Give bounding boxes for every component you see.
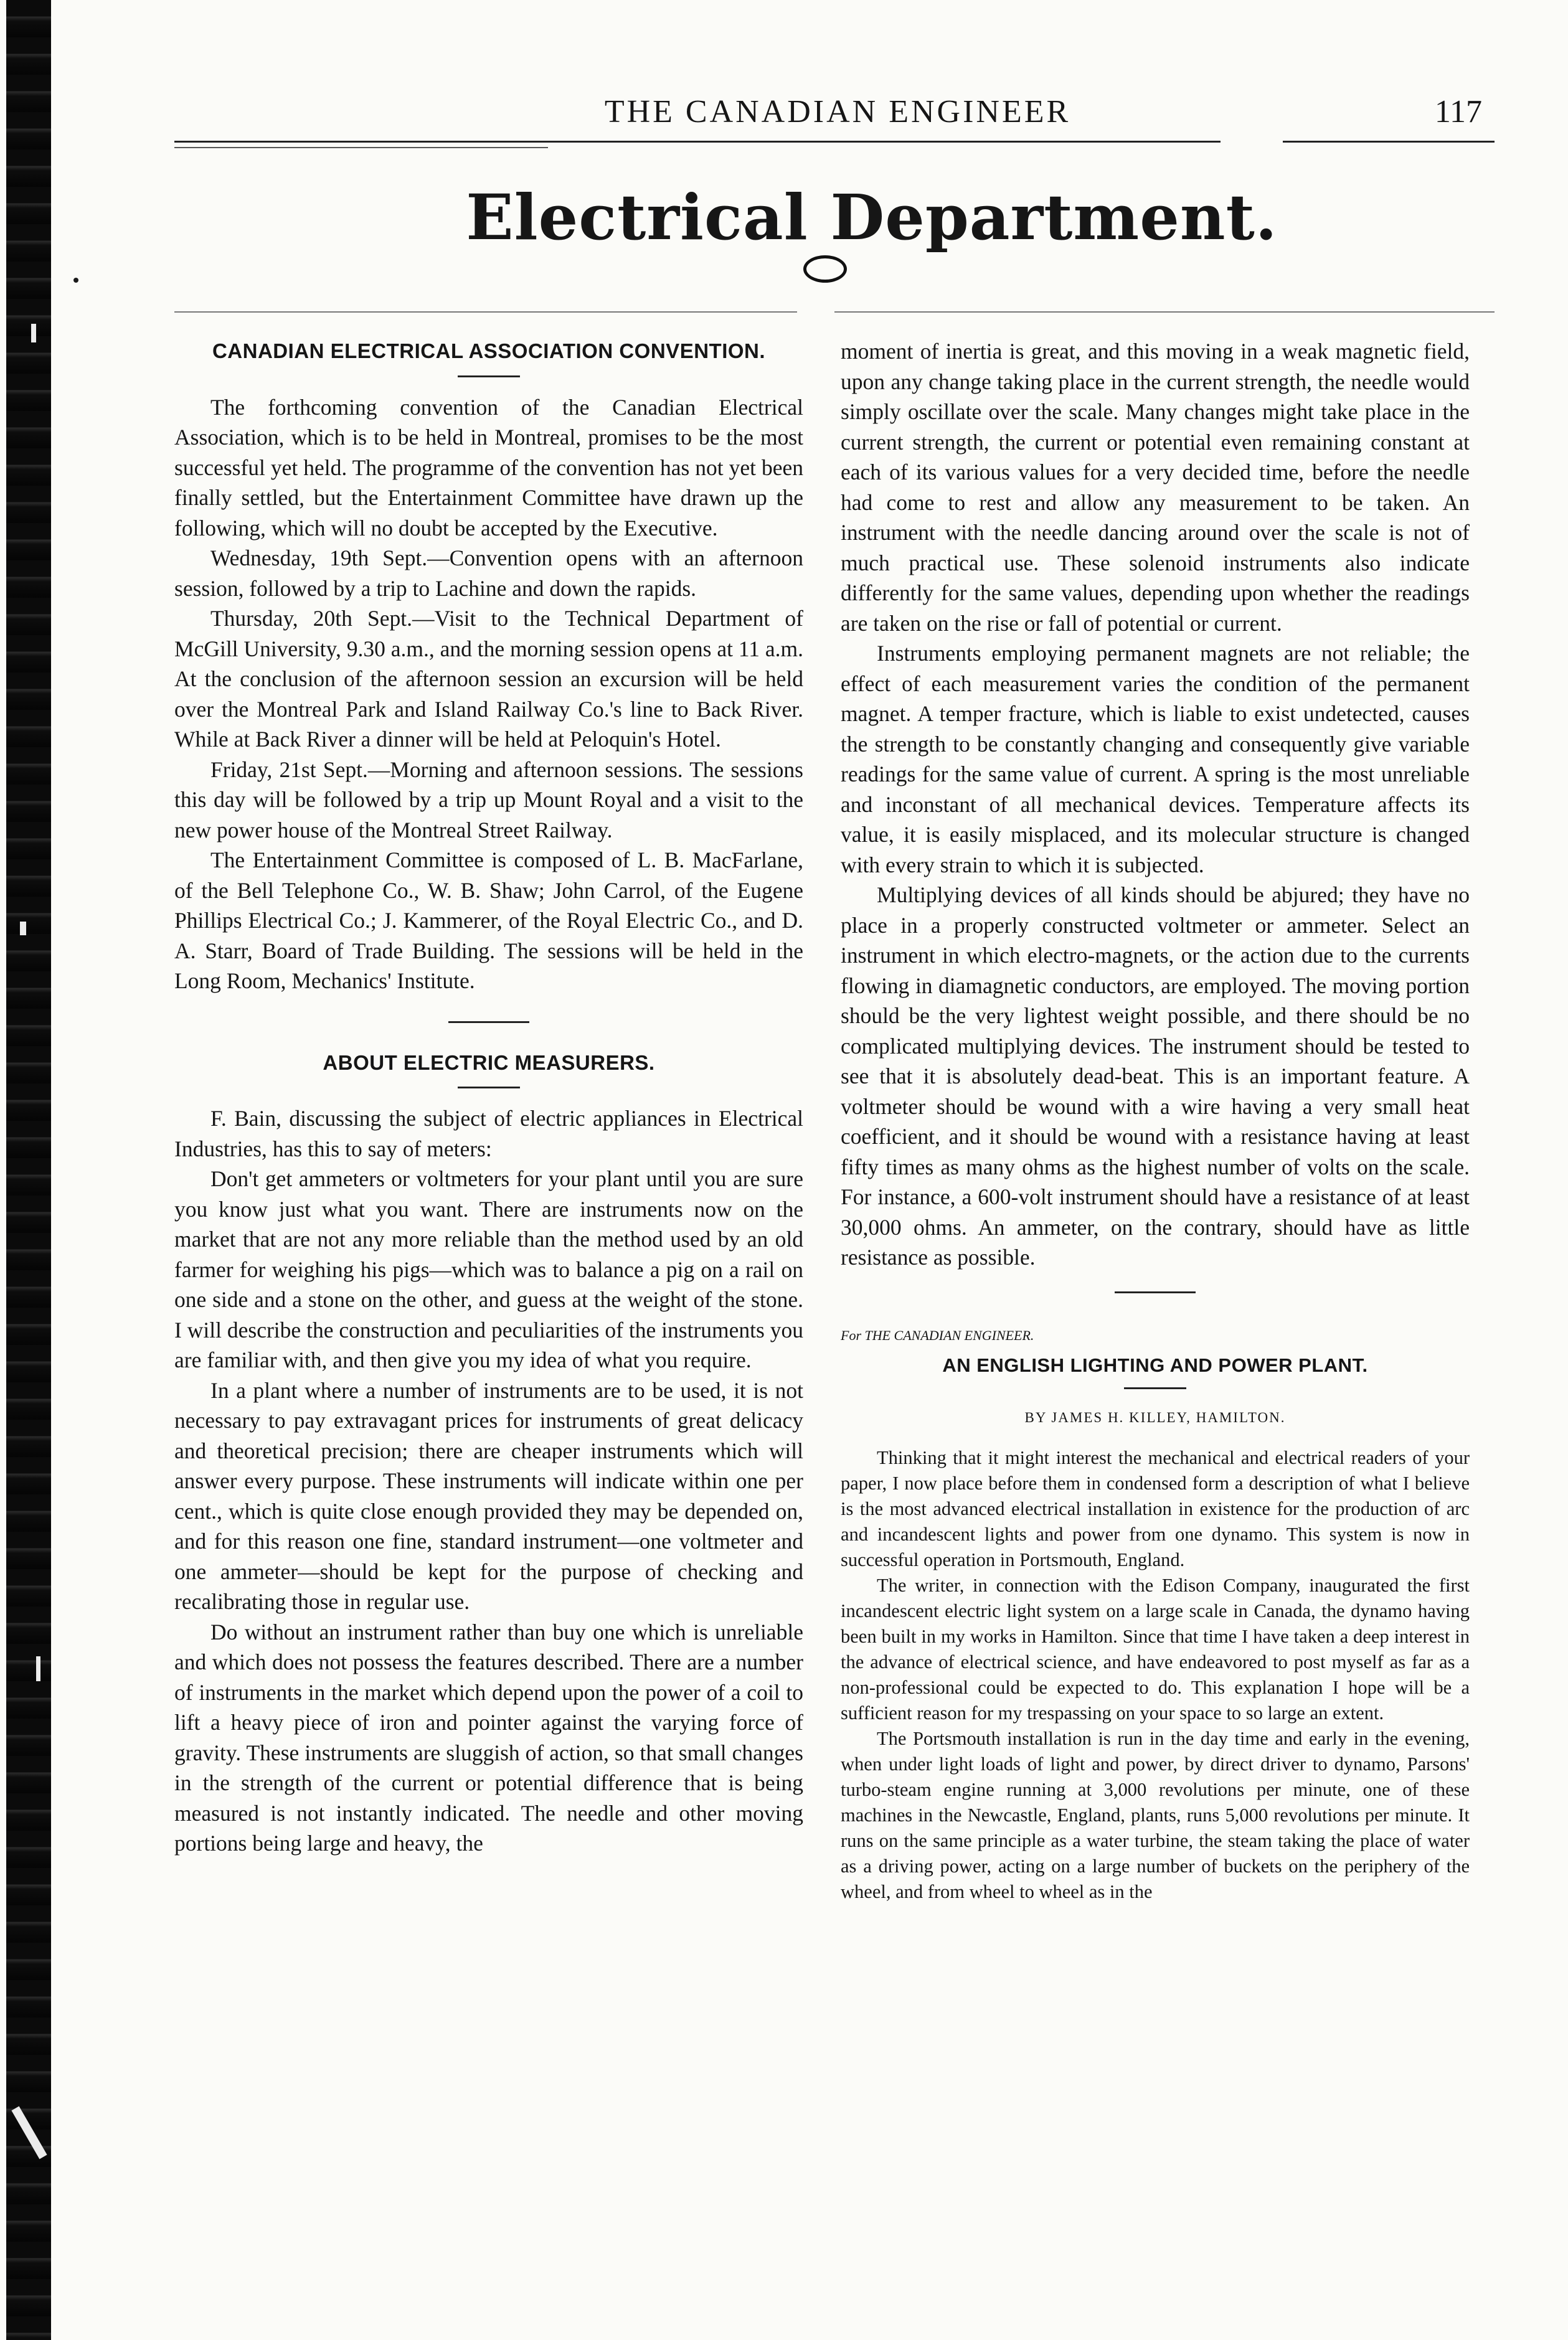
paragraph-continued: moment of inertia is great, and this moving in a weak magnetic field, upon any change taking place in the current strength, the needle would simply oscillate over the scale. Many changes might take place in the current strength, the current or potential even remaining constant at each of its various values for a very decided time, before the needle had come to rest and allow any measurement to be taken. An instrument with the needle dancing around over the scale is not of much practical use. These solenoid instruments also indicate differently for the same values, depending upon whether the readings are taken on the rise or fall of potential or current. bbox=[841, 339, 1470, 636]
paragraph: The forthcoming convention of the Canadian Electrical Association, which is to be held in Montreal, promises to be the most successful yet held. The programme of the convention has not yet been finally settled, but the Entertainment Committee have drawn up the following, which will no doubt be accepted by the Executive. bbox=[174, 394, 803, 540]
paragraph: Instruments employing permanent magnets are not reliable; the effect of each measurement varies the condition of the permanent magnet. A temper fracture, which is liable to exist undetected, causes the strength to be constantly changing and consequently give variable readings for the same value of current. A spring is the most unreliable and inconstant of all mechanical devices. Temperature affects its value, it is easily misplaced, and its molecular structure is changed with every strain to which it is subjected. bbox=[841, 641, 1470, 877]
article-separator bbox=[448, 1021, 529, 1023]
banner-ornament bbox=[803, 255, 847, 283]
page bbox=[125, 0, 1495, 2340]
for-line: For THE CANADIAN ENGINEER. bbox=[841, 1327, 1034, 1343]
column-top-rule-left bbox=[174, 311, 797, 313]
heading-rule bbox=[458, 1087, 520, 1088]
article-heading-convention: CANADIAN ELECTRICAL ASSOCIATION CONVENTION. bbox=[212, 339, 766, 362]
paragraph: Do without an instrument rather than buy one which is unreliable and which does not possess the features described. There are a number of instruments in the market which depend upon the power of a coil to lift a heavy piece of iron and pointer against the varying force of gravity. These instruments are sluggish of action, so that small changes in the strength of the current or potential difference that is being measured is not instantly indicated. The needle and other moving portions being large and heavy, the bbox=[174, 1619, 803, 1856]
header-rule-left bbox=[174, 141, 1221, 143]
heading-rule bbox=[1124, 1387, 1186, 1389]
paragraph: In a plant where a number of instruments are to be used, it is not necessary to pay extravagant prices for instruments of great delicacy and theoretical precision; there are cheaper instruments which will answer every purpose. These instruments will indicate within one per cent., which is quite close enough provided they may be depended on, and for this reason one fine, standard instrument—one voltmeter and one ammeter—should be kept for the purpose of checking and recalibrating those in regular use. bbox=[174, 1377, 803, 1614]
spine-speck bbox=[11, 2106, 47, 2159]
paragraph-intro: F. Bain, discussing the subject of electric appliances in Electrical Industries, has this to say of meters: bbox=[174, 1106, 803, 1161]
paragraph: Wednesday, 19th Sept.—Convention opens with an afternoon session, followed by a trip to Lachine and down the rapids. bbox=[174, 545, 803, 601]
header-rule-right bbox=[1283, 141, 1495, 143]
paragraph: The Portsmouth installation is run in the day time and early in the evening, when under light loads of light and power, by direct driver to dynamo, Parsons' turbo-steam engine running at 3,000 revolutions per minute, one of these machines in the Newcastle, England, plants, runs 5,000 revolutions per minute. It runs on the same principle as a water turbine, the steam taking the place of water as a driving power, acting on a large number of buckets on the periphery of the wheel, and from wheel to wheel as in the bbox=[841, 1728, 1470, 1902]
paragraph: The writer, in connection with the Edison Company, inaugurated the first incandescent electric light system on a large scale in Canada, the dynamo having been built in my works in Hamilton. Since that time I have taken a deep interest in the advance of electrical science, and have endeavored to post myself as far as a non-professional could be expected to do. This explanation I hope will be a sufficient reason for my trespassing on your space to so large an extent. bbox=[841, 1575, 1470, 1724]
header-rule-thin bbox=[174, 147, 548, 148]
binding-spine bbox=[6, 0, 51, 2340]
paragraph: Thursday, 20th Sept.—Visit to the Technical Department of McGill University, 9.30 a.m., and the morning session opens at 11 a.m. At the conclusion of the afternoon session an excursion will be held over the Montreal Park and Island Railway Co.'s line to Back River. While at Back River a dinner will be held at Peloquin's Hotel. bbox=[174, 606, 803, 752]
running-header bbox=[174, 93, 1501, 131]
right-column bbox=[841, 336, 1470, 1905]
journal-title: THE CANADIAN ENGINEER bbox=[604, 94, 1071, 130]
article-heading-lighting-plant: AN ENGLISH LIGHTING AND POWER PLANT. bbox=[942, 1354, 1368, 1376]
paragraph: The Entertainment Committee is composed of L. B. MacFarlane, of the Bell Telephone Co., W. B. Shaw; John Carrol, of the Eugene Phillips Electrical Co.; J. Kammerer, of the Royal Electric Co., and D. A. Starr, Board of Trade Building. The sessions will be held in the Long Room, Mechanics' Institute. bbox=[174, 847, 803, 993]
margin-speck bbox=[73, 278, 78, 283]
left-column bbox=[174, 336, 803, 1859]
article-body-small bbox=[841, 1445, 1470, 1905]
paragraph: Multiplying devices of all kinds should be abjured; they have no place in a properly constructed voltmeter or ammeter. Select an instrument in which electro-magnets, or the action due to the currents flowing in diamagnetic conductors, are employed. The moving portion should be the very lightest weight possible, and there should be no complicated multiplying devices. The instrument should be tested to see that it is absolutely dead-beat. This is an important feature. A voltmeter should be wound with a wire having a very small heat coefficient, and it should be wound with a resistance having at least fifty times as many ohms as the highest number of volts on the scale. For instance, a 600-volt instrument should have a resistance of at least 30,000 ohms. An ammeter, on the contrary, should have as little resistance as possible. bbox=[841, 882, 1470, 1270]
spine-speck bbox=[31, 324, 36, 342]
paragraph: Don't get ammeters or voltmeters for your plant until you are sure you know just what you want. There are instruments now on the market that are not any more reliable than the method used by an old farmer for weighing his pigs—which was to balance a pig on a rail on one side and a stone on the other, and guess at the weight of the stone. I will describe the construction and peculiarities of the instruments you are familiar with, and then give you my idea of what you require. bbox=[174, 1166, 803, 1372]
article-separator bbox=[1115, 1291, 1196, 1293]
paragraph: Friday, 21st Sept.—Morning and afternoon sessions. The sessions this day will be followed by a trip up Mount Royal and a visit to the new power house of the Montreal Street Railway. bbox=[174, 757, 803, 842]
spine-speck bbox=[36, 1656, 40, 1681]
section-banner: Electrical Department. bbox=[466, 181, 1278, 254]
column-top-rule-right bbox=[834, 311, 1495, 313]
article-heading-measurers: ABOUT ELECTRIC MEASURERS. bbox=[323, 1050, 655, 1074]
spine-speck bbox=[20, 922, 26, 935]
heading-rule bbox=[458, 375, 520, 377]
byline: BY JAMES H. KILLEY, HAMILTON. bbox=[1024, 1409, 1286, 1425]
paragraph: Thinking that it might interest the mechanical and electrical readers of your paper, I now place before them in condensed form a description of what I believe is the most advanced electrical installation in existence for the production of arc and incandescent lights and power from one dynamo. This system is now in successful operation in Portsmouth, England. bbox=[841, 1447, 1470, 1570]
page-number: 117 bbox=[1434, 94, 1482, 130]
